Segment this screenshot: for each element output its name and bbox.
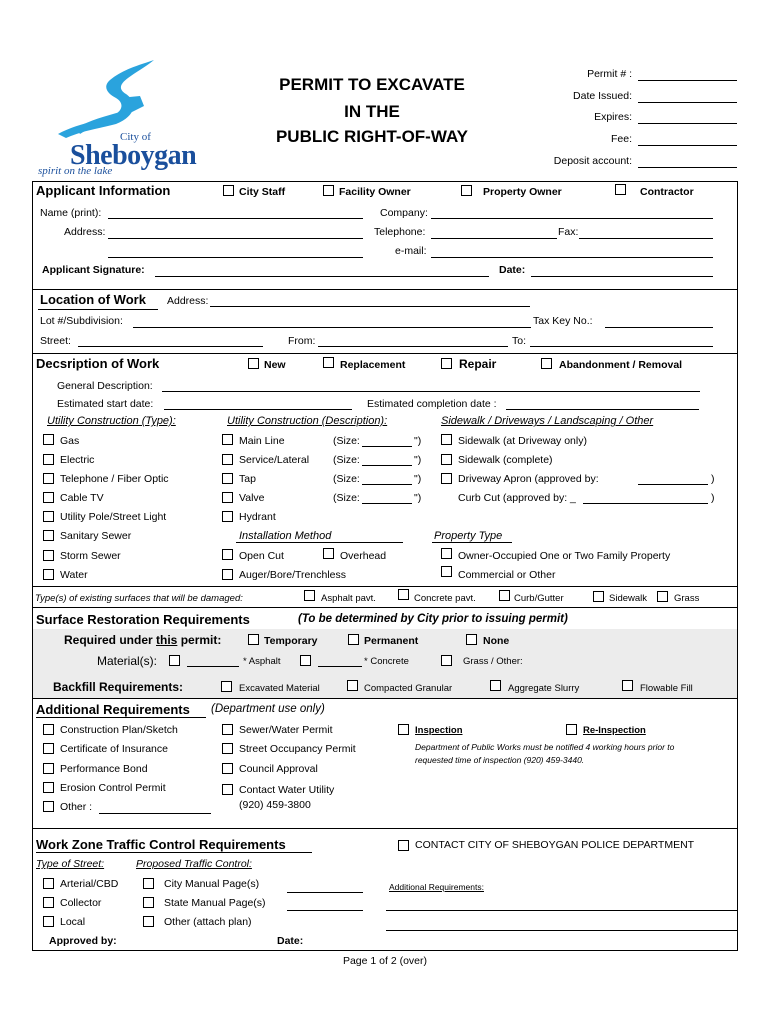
erosion-checkbox[interactable] [43,782,54,793]
telephone-field[interactable] [431,238,557,239]
service-lateral-checkbox[interactable] [222,454,233,465]
fax-label: Fax: [558,226,579,238]
title-line-1: PERMIT TO EXCAVATE [279,75,465,94]
email-field[interactable] [431,257,713,258]
materials-label: Material(s): [97,654,158,668]
approved-by-label: Approved by: [49,935,117,947]
open-cut-checkbox[interactable] [222,549,233,560]
curb-gutter-label: Curb/Gutter [514,593,564,604]
divider [33,828,737,829]
additional-heading-underline [36,717,206,718]
construction-plan-checkbox[interactable] [43,724,54,735]
name-field[interactable] [108,218,363,219]
utility-pole-checkbox[interactable] [43,511,54,522]
tap-label: Tap [239,473,256,485]
grass-checkbox[interactable] [657,591,668,602]
contact-water-checkbox[interactable] [222,784,233,795]
electric-label: Electric [60,454,95,466]
asphalt-material-checkbox[interactable] [169,655,180,666]
installation-heading: Installation Method [239,530,332,542]
apron-close: ) [711,473,715,485]
main-line-label: Main Line [239,435,285,447]
gas-label: Gas [60,435,80,447]
email-label: e-mail: [395,245,427,257]
arterial-checkbox[interactable] [43,878,54,889]
facility-owner-checkbox[interactable] [323,185,334,196]
company-field[interactable] [431,218,713,219]
city-manual-field[interactable] [287,892,363,893]
deposit-label: Deposit account: [553,155,632,167]
sidewalk-checkbox[interactable] [593,591,604,602]
contractor-checkbox[interactable] [615,184,626,195]
main-size-field[interactable] [362,446,412,447]
temporary-label: Temporary [264,635,318,647]
permit-no-field[interactable] [638,80,737,81]
sanitary-sewer-label: Sanitary Sewer [60,530,132,542]
start-date-field[interactable] [164,409,352,410]
water-checkbox[interactable] [43,569,54,580]
local-label: Local [60,916,86,928]
grass-other-label: Grass / Other: [463,656,523,667]
compacted-checkbox[interactable] [347,680,358,691]
location-heading-underline [38,309,158,310]
abandonment-label: Abandonment / Removal [559,359,683,371]
concrete-material-field[interactable] [318,666,362,667]
sewer-water-checkbox[interactable] [222,724,233,735]
sidewalk-driveway-label: Sidewalk (at Driveway only) [458,435,587,447]
general-description-label: General Description: [57,380,153,392]
curb-cut-label: Curb Cut (approved by: _ [458,492,576,504]
grass-label: Grass [674,593,700,604]
flowable-checkbox[interactable] [622,680,633,691]
gas-checkbox[interactable] [43,434,54,445]
surface-heading: Surface Restoration Requirements [36,612,250,627]
location-address-field[interactable] [210,306,530,307]
hydrant-checkbox[interactable] [222,511,233,522]
valve-checkbox[interactable] [222,492,233,503]
completion-date-field[interactable] [506,409,699,410]
main-size-label: (Size: [333,435,360,447]
sidewalk-heading: Sidewalk / Driveways / Landscaping / Other [441,415,654,427]
description-heading: Decsription of Work [36,356,160,371]
divider [33,607,737,608]
traffic-date-label: Date: [277,935,304,947]
installation-underline [236,542,403,543]
asphalt-pavt-label: Asphalt pavt. [321,593,376,604]
compacted-label: Compacted Granular [364,683,453,694]
tap-size-label: (Size: [333,473,360,485]
sewer-water-label: Sewer/Water Permit [239,724,333,736]
contact-police-checkbox[interactable] [398,840,409,851]
overhead-label: Overhead [340,550,387,562]
telephone-checkbox[interactable] [43,473,54,484]
other-checkbox[interactable] [43,801,54,812]
hydrant-label: Hydrant [239,511,276,523]
main-line-checkbox[interactable] [222,434,233,445]
certificate-label: Certificate of Insurance [60,743,168,755]
concrete-pavt-checkbox[interactable] [398,589,409,600]
commercial-label: Commercial or Other [458,569,556,581]
city-manual-label: City Manual Page(s) [164,878,260,890]
property-owner-label: Property Owner [483,186,562,198]
replacement-label: Replacement [340,359,406,371]
excavated-label: Excavated Material [239,683,320,694]
permanent-checkbox[interactable] [348,634,359,645]
arterial-label: Arterial/CBD [60,878,119,890]
property-type-heading: Property Type [434,530,503,542]
curb-close: ) [711,492,715,504]
to-field[interactable] [530,346,713,347]
reinspection-label: Re-Inspection [583,725,646,736]
lot-label: Lot #/Subdivision: [40,315,123,327]
sanitary-sewer-checkbox[interactable] [43,530,54,541]
divider [33,698,737,699]
additional-note: (Department use only) [211,703,325,715]
other-label: Other : [60,801,93,813]
utility-pole-label: Utility Pole/Street Light [60,511,167,523]
sidewalk-driveway-checkbox[interactable] [441,434,452,445]
utility-type-heading: Utility Construction (Type): [47,415,176,427]
auger-label: Auger/Bore/Trenchless [239,569,346,581]
completion-date-label: Estimated completion date : [367,398,497,410]
address-label: Address: [64,226,106,238]
additional-req-line-1[interactable] [386,910,737,911]
storm-sewer-checkbox[interactable] [43,550,54,561]
water-phone: (920) 459-3800 [239,799,311,811]
cable-tv-checkbox[interactable] [43,492,54,503]
asphalt-material-field[interactable] [187,666,239,667]
surfaces-label: Type(s) of existing surfaces that will be damaged: [35,593,243,604]
expires-field[interactable] [638,123,737,124]
owner-occupied-label: Owner-Occupied One or Two Family Property [458,550,671,562]
divider [33,353,737,354]
grass-material-checkbox[interactable] [441,655,452,666]
concrete-material-label: * Concrete [364,656,409,667]
tax-key-field[interactable] [605,327,713,328]
facility-owner-label: Facility Owner [339,186,411,198]
water-label: Water [60,569,88,581]
property-owner-checkbox[interactable] [461,185,472,196]
notify-line-2: requested time of inspection (920) 459-3440. [415,755,585,765]
valve-size-close: ") [414,492,422,504]
apron-approved-field[interactable] [638,484,708,485]
aggregate-checkbox[interactable] [490,680,501,691]
traffic-heading-underline [36,852,312,853]
performance-bond-label: Performance Bond [60,763,148,775]
page-number: Page 1 of 2 (over) [342,955,428,967]
name-label: Name (print): [40,207,102,219]
additional-req-line-2[interactable] [386,930,737,931]
contact-police-label: CONTACT CITY OF SHEBOYGAN POLICE DEPARTMENT [415,839,695,851]
commercial-checkbox[interactable] [441,566,452,577]
valve-size-label: (Size: [333,492,360,504]
erosion-label: Erosion Control Permit [60,782,166,794]
service-lateral-label: Service/Lateral [239,454,310,466]
logo-tagline: spirit on the lake [38,165,113,177]
repair-checkbox[interactable] [441,358,452,369]
street-field[interactable] [78,346,263,347]
curb-gutter-checkbox[interactable] [499,590,510,601]
driveway-apron-checkbox[interactable] [441,473,452,484]
additional-requirements-label: Additional Requirements: [389,882,484,892]
city-manual-checkbox[interactable] [143,878,154,889]
driveway-apron-label: Driveway Apron (approved by: [458,473,599,485]
service-size-field[interactable] [362,465,412,466]
council-checkbox[interactable] [222,763,233,774]
deposit-field[interactable] [638,167,737,168]
date-issued-field[interactable] [638,102,737,103]
service-size-label: (Size: [333,454,360,466]
sidewalk-complete-checkbox[interactable] [441,454,452,465]
contractor-label: Contractor [640,186,694,198]
owner-occupied-checkbox[interactable] [441,548,452,559]
asphalt-pavt-checkbox[interactable] [304,590,315,601]
from-label: From: [288,335,316,347]
concrete-pavt-label: Concrete pavt. [414,593,476,604]
tap-checkbox[interactable] [222,473,233,484]
divider [33,586,737,587]
valve-size-field[interactable] [362,503,412,504]
city-staff-checkbox[interactable] [223,185,234,196]
other-plan-label: Other (attach plan) [164,916,252,928]
overhead-checkbox[interactable] [323,548,334,559]
main-size-close: ") [414,435,422,447]
none-label: None [483,635,510,647]
fax-field[interactable] [579,238,713,239]
abandonment-checkbox[interactable] [541,358,552,369]
logo-city-of: City of [120,131,151,143]
lot-field[interactable] [133,327,531,328]
storm-sewer-label: Storm Sewer [60,550,121,562]
tax-key-label: Tax Key No.: [533,315,593,327]
local-checkbox[interactable] [43,916,54,927]
city-staff-label: City Staff [239,186,286,198]
asphalt-material-label: * Asphalt [243,656,281,667]
collector-label: Collector [60,897,102,909]
other-plan-checkbox[interactable] [143,916,154,927]
fee-label: Fee: [610,133,632,145]
title-line-3: PUBLIC RIGHT-OF-WAY [275,127,469,146]
required-label: Required under this permit: [64,633,222,647]
street-label: Street: [40,335,71,347]
flowable-label: Flowable Fill [640,683,693,694]
surface-note: (To be determined by City prior to issuing permit) [298,613,568,625]
collector-checkbox[interactable] [43,897,54,908]
additional-heading: Additional Requirements [36,702,190,717]
logo-name: Sheboygan [70,140,197,171]
title-line-2: IN THE [344,102,400,121]
permit-no-label: Permit # : [587,68,632,80]
auger-checkbox[interactable] [222,569,233,580]
state-manual-checkbox[interactable] [143,897,154,908]
tap-size-close: ") [414,473,422,485]
address-field-2[interactable] [108,257,363,258]
street-occupancy-label: Street Occupancy Permit [239,743,356,755]
backfill-label: Backfill Requirements: [53,680,184,694]
signature-field[interactable] [155,276,489,277]
applicant-date-label: Date: [499,264,526,276]
new-checkbox[interactable] [248,358,259,369]
valve-label: Valve [239,492,265,504]
state-manual-field[interactable] [287,910,363,911]
property-type-underline [432,542,512,543]
electric-checkbox[interactable] [43,454,54,465]
construction-plan-label: Construction Plan/Sketch [60,724,178,736]
performance-bond-checkbox[interactable] [43,763,54,774]
none-checkbox[interactable] [466,634,477,645]
repair-label: Repair [459,357,497,371]
expires-label: Expires: [594,111,632,123]
proposed-heading: Proposed Traffic Control: [136,858,252,870]
curb-approved-field[interactable] [583,503,708,504]
permanent-label: Permanent [364,635,419,647]
council-label: Council Approval [239,763,318,775]
divider [33,289,737,290]
location-heading: Location of Work [40,292,146,307]
company-label: Company: [380,207,428,219]
temporary-checkbox[interactable] [248,634,259,645]
fee-field[interactable] [638,145,737,146]
notify-line-1: Department of Public Works must be notified 4 working hours prior to [415,742,675,752]
inspection-label: Inspection [415,725,463,736]
other-field[interactable] [99,813,211,814]
state-manual-label: State Manual Page(s) [164,897,266,909]
sidewalk-label: Sidewalk [609,593,648,604]
certificate-checkbox[interactable] [43,743,54,754]
traffic-heading: Work Zone Traffic Control Requirements [36,837,286,852]
general-description-field[interactable] [162,391,700,392]
cable-tv-label: Cable TV [60,492,104,504]
concrete-material-checkbox[interactable] [300,655,311,666]
address-field[interactable] [108,238,363,239]
date-issued-label: Date Issued: [573,90,632,102]
service-size-close: ") [414,454,422,466]
excavated-checkbox[interactable] [221,681,232,692]
open-cut-label: Open Cut [239,550,284,562]
start-date-label: Estimated start date: [57,398,154,410]
sidewalk-complete-label: Sidewalk (complete) [458,454,553,466]
applicant-date-field[interactable] [531,276,713,277]
telephone-fiber-label: Telephone / Fiber Optic [60,473,169,485]
telephone-label: Telephone: [374,226,426,238]
type-street-heading: Type of Street: [36,858,105,870]
applicant-heading: Applicant Information [36,183,171,198]
signature-label: Applicant Signature: [42,264,145,276]
new-label: New [264,359,286,371]
street-occupancy-checkbox[interactable] [222,743,233,754]
contact-water-label: Contact Water Utility [239,784,335,796]
replacement-checkbox[interactable] [323,357,334,368]
location-address-label: Address: [167,295,209,307]
aggregate-label: Aggregate Slurry [508,683,580,694]
to-label: To: [512,335,527,347]
from-field[interactable] [318,346,508,347]
inspection-checkbox[interactable] [398,724,409,735]
reinspection-checkbox[interactable] [566,724,577,735]
tap-size-field[interactable] [362,484,412,485]
utility-description-heading: Utility Construction (Description): [227,415,388,427]
